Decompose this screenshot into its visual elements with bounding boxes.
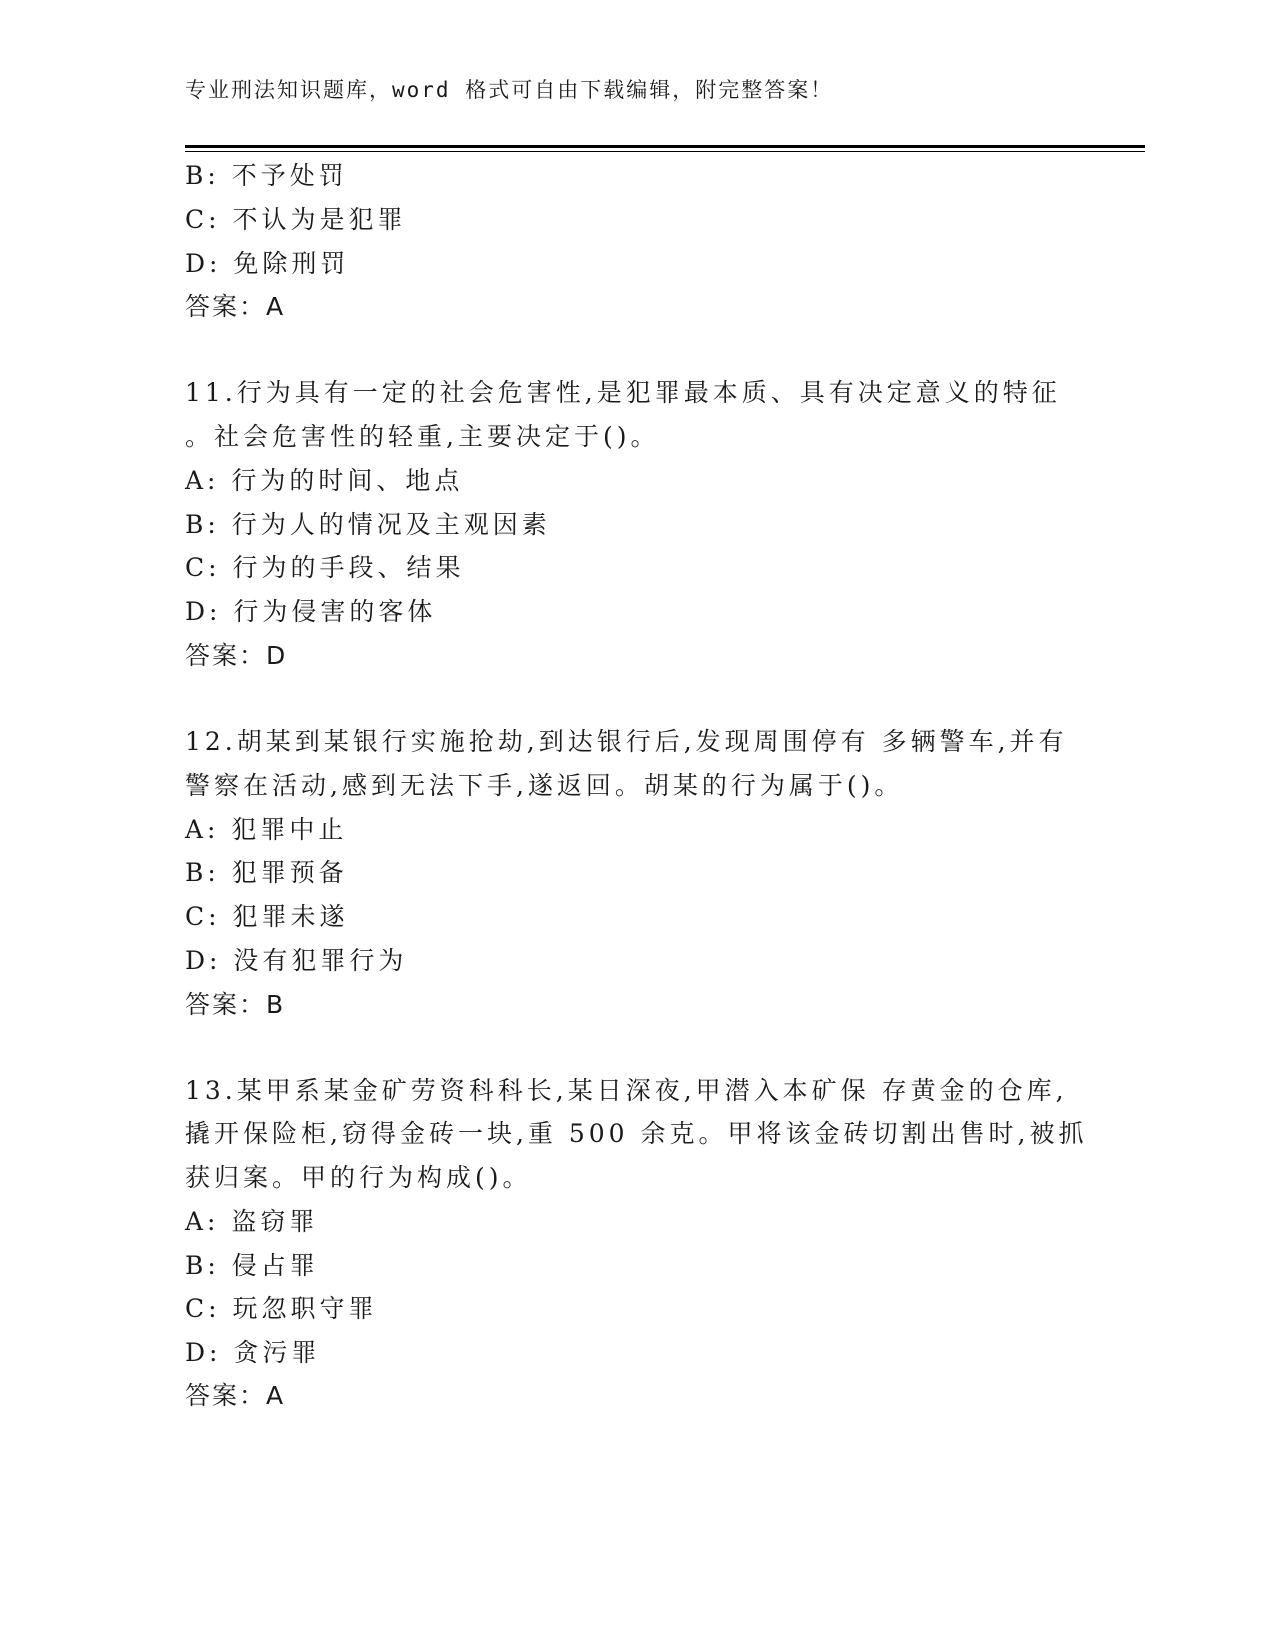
question-12-stem: 12.胡某到某银行实施抢劫,到达银行后,发现周围停有 多辆警车,并有 (185, 727, 1068, 756)
option-d: D: 免除刑罚 (185, 249, 350, 278)
answer: 答案：D (185, 641, 288, 670)
option-a: A: 盗窃罪 (185, 1207, 319, 1236)
option-d: D: 没有犯罪行为 (185, 946, 408, 975)
option-b: B: 不予处罚 (185, 161, 348, 190)
question-11-stem-cont: 。社会危害性的轻重,主要决定于()。 (185, 422, 660, 451)
option-c: C: 行为的手段、结果 (185, 553, 465, 582)
option-c: C: 不认为是犯罪 (185, 205, 407, 234)
question-13-stem-cont-2: 获归案。甲的行为构成()。 (185, 1163, 532, 1192)
option-d: D: 贪污罪 (185, 1338, 321, 1367)
option-b: B: 行为人的情况及主观因素 (185, 510, 551, 539)
answer: 答案：A (185, 292, 286, 321)
option-b: B: 犯罪预备 (185, 858, 348, 887)
option-a: A: 行为的时间、地点 (185, 466, 464, 495)
answer: 答案：B (185, 990, 286, 1019)
option-a: A: 犯罪中止 (185, 815, 348, 844)
header-rule-thick (185, 145, 1145, 148)
option-d: D: 行为侵害的客体 (185, 597, 437, 626)
option-c: C: 犯罪未遂 (185, 902, 349, 931)
question-12-stem-cont: 警察在活动,感到无法下手,遂返回。胡某的行为属于()。 (185, 771, 904, 800)
question-11-stem: 11.行为具有一定的社会危害性,是犯罪最本质、具有决定意义的特征 (185, 378, 1061, 407)
question-13-stem-cont: 撬开保险柜,窃得金砖一块,重 500 余克。甲将该金砖切割出售时,被抓 (185, 1119, 1088, 1148)
question-13-stem: 13.某甲系某金矿劳资科科长,某日深夜,甲潜入本矿保 存黄金的仓库, (185, 1076, 1068, 1105)
option-c: C: 玩忽职守罪 (185, 1294, 378, 1323)
header-rule-thin (185, 151, 1145, 152)
answer: 答案：A (185, 1381, 286, 1410)
option-b: B: 侵占罪 (185, 1251, 319, 1280)
page-header: 专业刑法知识题库，word 格式可自由下载编辑，附完整答案！ (185, 78, 834, 102)
